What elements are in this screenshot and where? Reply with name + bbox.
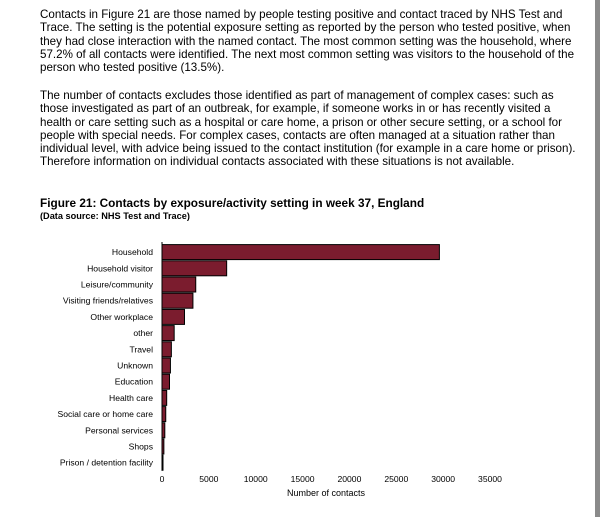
bar-health-care (162, 390, 167, 405)
category-label: Household (111, 247, 153, 258)
x-axis-label: Number of contacts (286, 488, 366, 498)
paragraph-2: The number of contacts excludes those identified as part of management of complex cases: such as those investigated as part of an outbreak, for example, if someone works in or has recently visited a health or care setting such as a hospital or care home, a prison or other secure setting, or a school for people with special needs. For complex cases, contacts are often managed at a situation rather than individual level, with advice being issued to the contact institution (for example in a care home or prison). Therefore information on individual contacts associated with these situations is not available. (40, 89, 576, 169)
bar-unknown (162, 358, 170, 373)
category-label: other (133, 328, 153, 339)
bar-other-workplace (162, 309, 184, 324)
paragraph-1: Contacts in Figure 21 are those named by people testing positive and contact traced by NHS Test and Trace. The setting is the potential exposure setting as reported by the person who tested positive, when they had close interaction with the named contact. The most common setting was the household, where 57.2% of all contacts were identified. The next most common setting was visitors to the household of the person who tested positive (13.5%). (40, 8, 575, 75)
bar-social-care-or-home-care (162, 407, 166, 422)
bar-travel (162, 342, 171, 357)
category-label: Health care (109, 392, 153, 403)
bar-household (162, 245, 439, 260)
category-label: Other workplace (90, 311, 153, 322)
bar-visiting-friends-relatives (162, 293, 193, 308)
figure-title: Figure 21: Contacts by exposure/activity setting in week 37, England (40, 196, 425, 210)
category-label: Travel (129, 344, 153, 355)
category-label: Personal services (85, 425, 153, 436)
category-label: Unknown (117, 360, 153, 371)
x-tick-label: 25000 (384, 473, 409, 484)
category-label: Visiting friends/relatives (62, 295, 153, 306)
figure-source: (Data source: NHS Test and Trace) (40, 211, 190, 221)
bar-education (162, 374, 169, 389)
x-tick-label: 30000 (431, 473, 456, 484)
category-label: Shops (128, 441, 153, 452)
bar-other (162, 326, 174, 341)
x-tick-label: 0 (159, 473, 165, 484)
x-tick-label: 15000 (290, 473, 315, 484)
x-tick-label: 20000 (337, 473, 362, 484)
bar-household-visitor (162, 261, 227, 276)
category-label: Leisure/community (80, 279, 153, 290)
bar-leisure-community (162, 277, 196, 292)
x-tick-label: 10000 (243, 473, 268, 484)
category-label: Social care or home care (57, 409, 153, 420)
x-tick-label: 5000 (199, 473, 219, 484)
page-edge (595, 0, 600, 517)
category-label: Household visitor (87, 263, 153, 274)
category-label: Prison / detention facility (59, 457, 153, 468)
x-tick-label: 35000 (478, 473, 502, 484)
category-label: Education (114, 376, 153, 387)
